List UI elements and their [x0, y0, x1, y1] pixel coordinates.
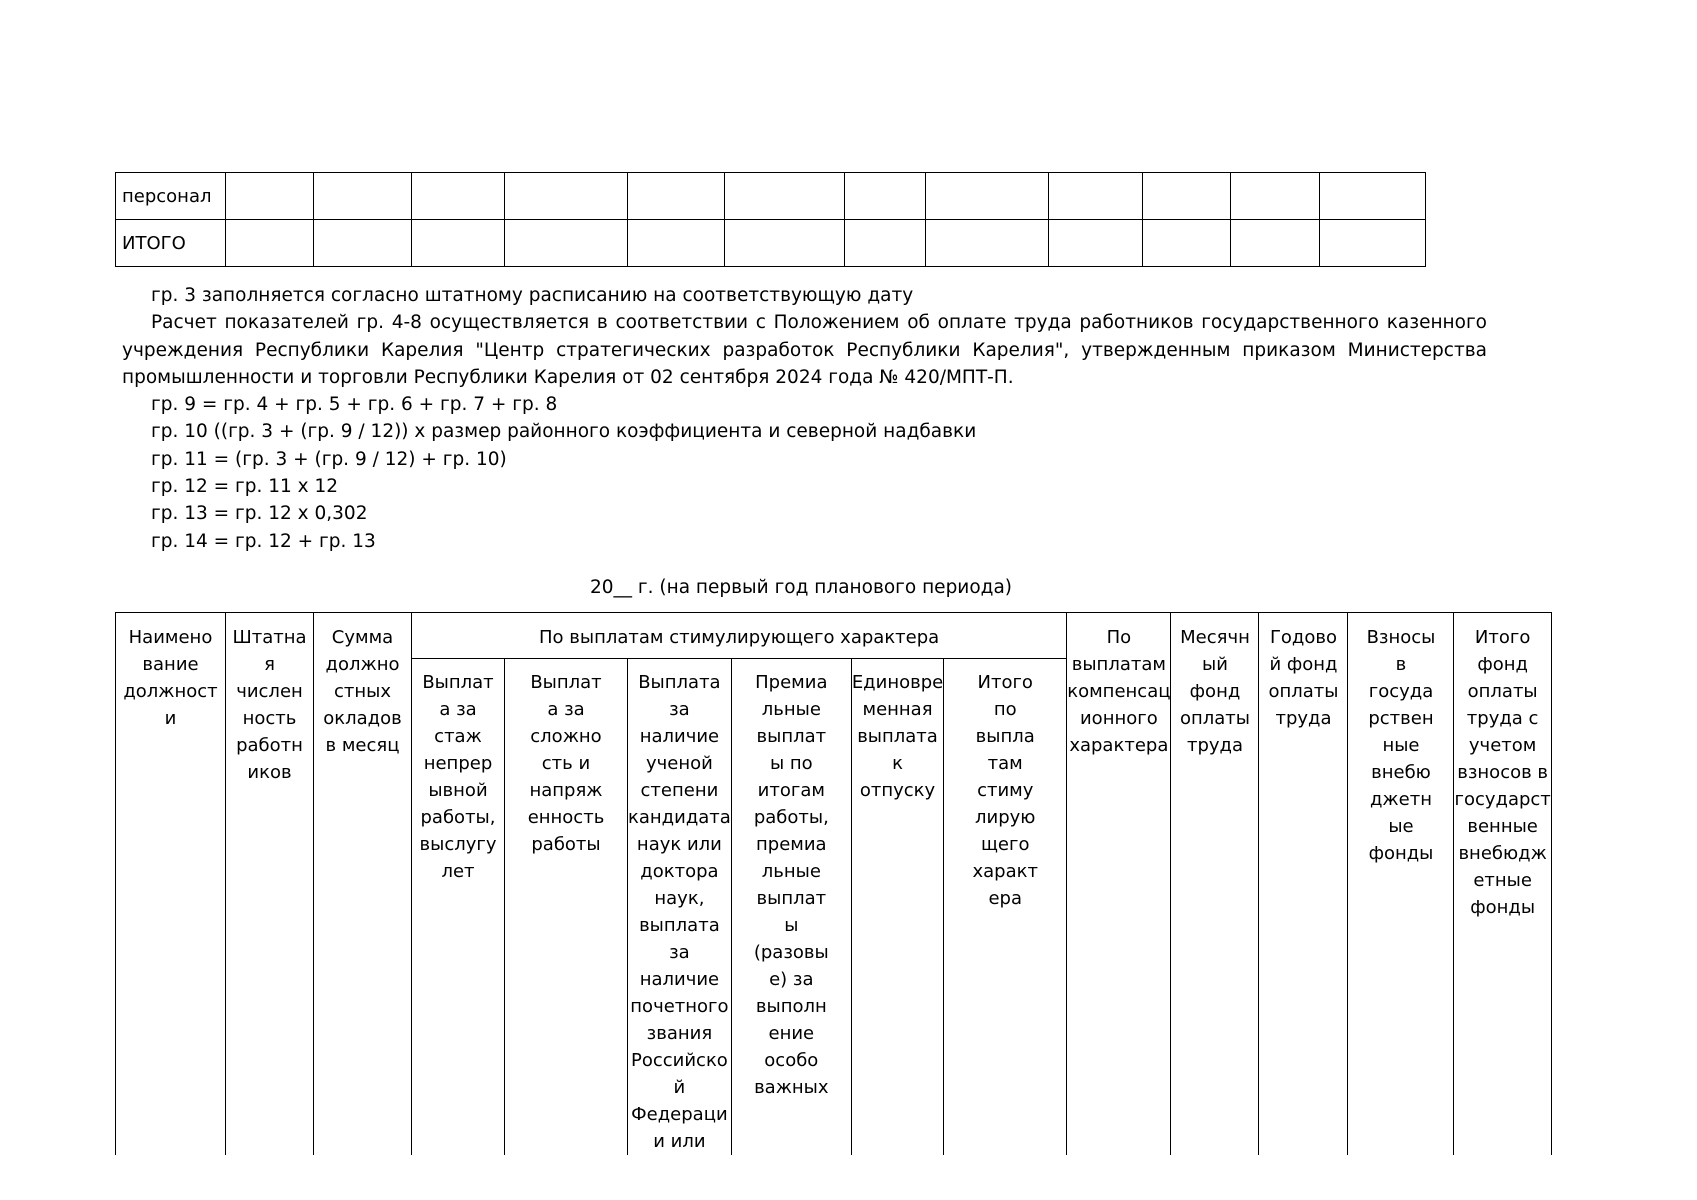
table-cell [628, 173, 725, 220]
table-cell [505, 173, 628, 220]
note-line: гр. 3 заполняется согласно штатному расписанию на соответствующую дату [151, 285, 914, 306]
header-salary-sum: Сумма должно стных окладов в месяц [314, 613, 412, 1156]
header-complexity-payment: Выплат а за сложно сть и напряж енность работы [505, 659, 628, 1156]
table-cell [412, 173, 505, 220]
note-line: гр. 12 = гр. 11 x 12 [151, 476, 339, 498]
note-line: гр. 14 = гр. 12 + гр. 13 [151, 530, 376, 552]
table-cell [1143, 173, 1231, 220]
header-bonus-payment: Премиа льные выплат ы по итогам работы, премиа льные выплат ы (разовы е) за выполн ение особо важных [731, 659, 851, 1156]
note-line: гр. 13 = гр. 12 x 0,302 [151, 503, 368, 525]
table-cell [1049, 173, 1143, 220]
table-cell [314, 220, 412, 267]
header-position-name: Наимено вание должност и [116, 613, 226, 1156]
header-monthly-fund: Месячн ый фонд оплаты труда [1171, 613, 1259, 1156]
note-line: Расчет показателей гр. 4-8 осуществляется в соответствии с Положением об оплате труда работников государственного казенного учреждения Республики Карелия "Центр стратегических разработок Республики Карелия", утвержденным приказом Министерства промышленности и торговли Республики Карелия от 02 сентября 2024 года № 420/МПТ-П. [122, 312, 1487, 388]
table-row [116, 173, 1426, 220]
table-cell [1320, 220, 1426, 267]
table-cell [845, 173, 926, 220]
table-cell [505, 220, 628, 267]
note-line: гр. 11 = (гр. 3 + (гр. 9 / 12) + гр. 10) [151, 448, 507, 470]
table-cell [1231, 220, 1320, 267]
top-table [115, 172, 1426, 267]
table-cell [725, 173, 845, 220]
table-cell [226, 220, 314, 267]
table-cell [412, 220, 505, 267]
table-cell [1231, 173, 1320, 220]
row-label: персонал [116, 173, 226, 220]
header-annual-fund: Годово й фонд оплаты труда [1259, 613, 1348, 1156]
note-line: гр. 9 = гр. 4 + гр. 5 + гр. 6 + гр. 7 + гр. 8 [151, 394, 558, 416]
table-cell [226, 173, 314, 220]
header-total-fund: Итого фонд оплаты труда с учетом взносов в государст венные внебюдж етные фонды [1454, 613, 1551, 1156]
header-row [116, 613, 1552, 659]
header-incentive-total: Итого по выпла там стиму лирую щего характ ера [944, 659, 1067, 1156]
header-seniority-payment: Выплат а за стаж непрер ывной работы, выслугу лет [412, 659, 505, 1156]
table-cell [926, 220, 1049, 267]
header-staff-count: Штатна я числен ность работн иков [226, 613, 314, 1156]
row-label: ИТОГО [116, 220, 226, 267]
section-title: 20__ г. (на первый год планового периода) [590, 577, 1012, 598]
note-line: гр. 10 ((гр. 3 + (гр. 9 / 12)) x размер районного коэффициента и северной надбавки [151, 421, 977, 443]
table-row [116, 220, 1426, 267]
formula-notes [122, 282, 1487, 555]
header-degree-payment: Выплата за наличие ученой степени кандидата наук или доктора наук, выплата за наличие почетного звания Российско й Федераци и или [628, 659, 732, 1156]
table-cell [926, 173, 1049, 220]
table-cell [1049, 220, 1143, 267]
table-cell [725, 220, 845, 267]
table-cell [845, 220, 926, 267]
header-compensation: По выплатам компенсац ионного характера [1067, 613, 1171, 1156]
table-cell [1320, 173, 1426, 220]
header-contributions: Взносы в госуда рствен ные внебю джетн ые фонды [1348, 613, 1454, 1156]
table-cell [628, 220, 725, 267]
payroll-header-table [115, 612, 1552, 1155]
table-cell [314, 173, 412, 220]
header-incentive-group: По выплатам стимулирующего характера [412, 613, 1067, 659]
table-cell [1143, 220, 1231, 267]
header-vacation-payment: Единовре менная выплата к отпуску [851, 659, 943, 1156]
